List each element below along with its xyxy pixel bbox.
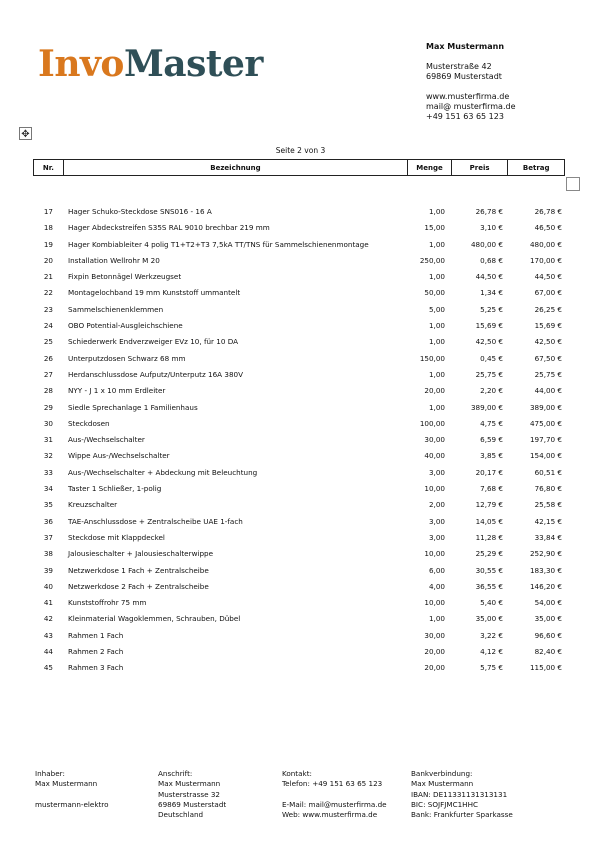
row-betrag: 44,00 € (534, 386, 562, 396)
header-menge: Menge (408, 160, 452, 175)
table-row (0, 546, 601, 562)
row-bezeichnung: Rahmen 1 Fach (68, 630, 124, 640)
row-betrag: 25,75 € (534, 369, 562, 379)
row-menge: 1,00 (428, 402, 445, 412)
row-nr: 35 (43, 500, 53, 510)
logo-part-invo: Invo (38, 43, 124, 85)
row-nr: 43 (43, 630, 53, 640)
row-preis: 5,40 € (480, 598, 503, 608)
row-betrag: 82,40 € (534, 647, 562, 657)
table-row (0, 416, 601, 432)
footer-anschrift (158, 769, 226, 820)
row-nr: 37 (43, 532, 53, 542)
table-row (0, 204, 601, 220)
row-menge: 5,00 (428, 304, 445, 314)
row-menge: 30,00 (424, 630, 445, 640)
table-row (0, 628, 601, 644)
row-bezeichnung: Rahmen 3 Fach (68, 663, 124, 673)
row-preis: 25,75 € (475, 369, 503, 379)
footer-kontakt-line: Web: www.musterfirma.de (282, 810, 378, 820)
sender-name: Max Mustermann (426, 42, 505, 51)
row-betrag: 197,70 € (529, 435, 562, 445)
row-betrag: 33,84 € (534, 532, 562, 542)
row-nr: 44 (43, 647, 53, 657)
row-menge: 1,00 (428, 614, 445, 624)
row-nr: 33 (43, 467, 53, 477)
row-menge: 4,00 (428, 581, 445, 591)
row-bezeichnung: Kleinmaterial Wagoklemmen, Schrauben, Dübel (68, 614, 241, 624)
table-row (0, 318, 601, 334)
row-menge: 3,00 (428, 532, 445, 542)
row-nr: 19 (43, 239, 53, 249)
footer-bank-label: Bankverbindung: (411, 769, 473, 778)
table-row (0, 367, 601, 383)
row-nr: 30 (43, 418, 53, 428)
row-bezeichnung: Jalousieschalter + Jalousieschalterwippe (68, 549, 213, 559)
row-betrag: 154,00 € (529, 451, 562, 461)
row-bezeichnung: Herdanschlussdose Aufputz/Unterputz 16A 380V (68, 369, 244, 379)
header-preis: Preis (452, 160, 509, 175)
row-nr: 22 (43, 288, 53, 298)
row-bezeichnung: Steckdosen (68, 418, 110, 428)
row-betrag: 54,00 € (534, 598, 562, 608)
table-row (0, 302, 601, 318)
row-menge: 3,00 (428, 467, 445, 477)
row-preis: 0,45 € (480, 353, 503, 363)
page-indicator: Seite 2 von 3 (275, 146, 326, 155)
row-nr: 28 (43, 386, 53, 396)
logo (38, 42, 263, 86)
row-bezeichnung: Fixpin Betonnägel Werkzeugset (68, 272, 182, 282)
row-menge: 1,00 (428, 369, 445, 379)
row-preis: 5,25 € (480, 304, 503, 314)
move-icon[interactable]: ✥ (19, 127, 32, 140)
table-body (0, 204, 601, 677)
row-betrag: 35,00 € (534, 614, 562, 624)
row-betrag: 115,00 € (529, 663, 562, 673)
row-preis: 25,29 € (475, 549, 503, 559)
footer-kontakt-line: Telefon: +49 151 63 65 123 (282, 779, 383, 789)
table-row (0, 660, 601, 676)
row-bezeichnung: TAE-Anschlussdose + Zentralscheibe UAE 1-fach (68, 516, 243, 526)
footer-bank-line: BIC: SOJFJMC1HHC (411, 799, 478, 809)
row-bezeichnung: Taster 1 Schließer, 1-polig (68, 484, 162, 494)
row-preis: 3,10 € (480, 223, 503, 233)
row-betrag: 480,00 € (529, 239, 562, 249)
row-menge: 15,00 (424, 223, 445, 233)
logo-part-master: Master (123, 43, 263, 85)
table-row (0, 644, 601, 660)
footer-inhaber-label: Inhaber: (35, 769, 65, 778)
row-betrag: 44,50 € (534, 272, 562, 282)
footer-kontakt-label: Kontakt: (282, 769, 312, 778)
table-row (0, 237, 601, 253)
row-menge: 1,00 (428, 337, 445, 347)
table-row (0, 334, 601, 350)
header-betrag: Betrag (522, 163, 550, 172)
checkbox-icon[interactable] (566, 177, 580, 191)
footer-anschrift-line: 69869 Musterstadt (158, 799, 227, 809)
row-bezeichnung: OBO Potential-Ausgleichschiene (68, 321, 183, 331)
footer-anschrift-label: Anschrift: (158, 769, 193, 778)
row-bezeichnung: Schiederwerk Endverzweiger EVz 10, für 10 DA (68, 337, 239, 347)
row-menge: 3,00 (428, 516, 445, 526)
row-menge: 100,00 (419, 418, 445, 428)
footer-inhaber (35, 769, 109, 810)
footer-anschrift-line: Max Mustermann (158, 779, 221, 789)
sender-web: www.musterfirma.de (426, 92, 510, 101)
row-preis: 42,50 € (475, 337, 503, 347)
row-nr: 17 (43, 207, 53, 216)
table-row (0, 579, 601, 595)
row-bezeichnung: Kunststoffrohr 75 mm (68, 598, 147, 608)
row-betrag: 26,78 € (534, 207, 562, 216)
row-bezeichnung: Siedle Sprechanlage 1 Familienhaus (68, 402, 198, 412)
row-nr: 25 (43, 337, 53, 347)
row-nr: 36 (43, 516, 53, 526)
footer-inhaber-line (35, 790, 109, 800)
row-betrag: 26,25 € (534, 304, 562, 314)
header-bezeichnung: Bezeichnung (64, 160, 408, 175)
row-bezeichnung: Hager Kombiableiter 4 polig T1+T2+T3 7,5kA TT/TNS für Sammelschienenmontage (68, 239, 369, 249)
row-preis: 26,78 € (475, 207, 503, 216)
row-bezeichnung: Netzwerkdose 1 Fach + Zentralscheibe (68, 565, 209, 575)
row-betrag: 183,30 € (529, 565, 562, 575)
row-preis: 1,34 € (480, 288, 503, 298)
row-betrag: 60,51 € (534, 467, 562, 477)
row-nr: 21 (43, 272, 53, 282)
table-row (0, 611, 601, 627)
row-preis: 3,22 € (480, 630, 503, 640)
row-bezeichnung: Steckdose mit Klappdeckel (68, 532, 165, 542)
footer-bank-line: IBAN: DE11331131313131 (411, 789, 508, 799)
row-betrag: 252,90 € (529, 549, 562, 559)
table-row (0, 351, 601, 367)
row-bezeichnung: NYY - J 1 x 10 mm Erdleiter (68, 386, 166, 396)
row-menge: 10,00 (424, 598, 445, 608)
row-bezeichnung: Wippe Aus-/Wechselschalter (68, 451, 170, 461)
row-nr: 31 (43, 435, 53, 445)
row-menge: 150,00 (419, 353, 445, 363)
row-bezeichnung: Aus-/Wechselschalter + Abdeckung mit Beleuchtung (68, 467, 258, 477)
row-nr: 23 (43, 304, 53, 314)
row-betrag: 46,50 € (534, 223, 562, 233)
row-preis: 11,28 € (475, 532, 503, 542)
table-row (0, 465, 601, 481)
row-betrag: 42,15 € (534, 516, 562, 526)
footer-bank-line: Max Mustermann (411, 779, 474, 789)
row-betrag: 389,00 € (529, 402, 562, 412)
row-betrag: 76,80 € (534, 484, 562, 494)
row-betrag: 67,00 € (534, 288, 562, 298)
table-row (0, 514, 601, 530)
row-betrag: 25,58 € (534, 500, 562, 510)
sender-block (426, 42, 516, 122)
row-preis: 35,00 € (475, 614, 503, 624)
footer-bank-line: Bank: Frankfurter Sparkasse (411, 810, 513, 820)
row-menge: 20,00 (424, 647, 445, 657)
row-betrag: 15,69 € (534, 321, 562, 331)
row-menge: 50,00 (424, 288, 445, 298)
sender-mail: mail@ musterfirma.de (426, 102, 516, 111)
row-betrag: 42,50 € (534, 337, 562, 347)
row-bezeichnung: Unterputzdosen Schwarz 68 mm (68, 353, 186, 363)
row-menge: 2,00 (428, 500, 445, 510)
row-nr: 45 (43, 663, 53, 673)
table-header (33, 159, 565, 176)
row-nr: 24 (43, 321, 53, 331)
row-preis: 4,75 € (480, 418, 503, 428)
row-nr: 34 (43, 484, 53, 494)
row-nr: 40 (43, 581, 53, 591)
row-bezeichnung: Hager Abdeckstreifen S35S RAL 9010 brechbar 219 mm (68, 223, 270, 233)
header-nr: Nr. (34, 160, 64, 175)
sender-phone: +49 151 63 65 123 (426, 112, 504, 121)
row-preis: 6,59 € (480, 435, 503, 445)
sender-spacer (426, 82, 516, 92)
footer-kontakt (282, 769, 387, 820)
footer-inhaber-line: Max Mustermann (35, 779, 98, 789)
row-nr: 39 (43, 565, 53, 575)
footer-kontakt-line: E-Mail: mail@musterfirma.de (282, 799, 387, 809)
footer-bank (411, 769, 513, 820)
row-preis: 3,85 € (480, 451, 503, 461)
row-preis: 30,55 € (475, 565, 503, 575)
row-menge: 1,00 (428, 207, 445, 216)
row-menge: 20,00 (424, 386, 445, 396)
row-preis: 5,75 € (480, 663, 503, 673)
table-row (0, 269, 601, 285)
row-menge: 10,00 (424, 484, 445, 494)
row-nr: 20 (43, 255, 53, 265)
row-nr: 29 (43, 402, 53, 412)
row-bezeichnung: Installation Wellrohr M 20 (68, 255, 160, 265)
table-row (0, 595, 601, 611)
row-menge: 20,00 (424, 663, 445, 673)
row-bezeichnung: Netzwerkdose 2 Fach + Zentralscheibe (68, 581, 209, 591)
row-nr: 41 (43, 598, 53, 608)
table-row (0, 497, 601, 513)
row-nr: 32 (43, 451, 53, 461)
row-betrag: 170,00 € (529, 255, 562, 265)
row-menge: 40,00 (424, 451, 445, 461)
row-bezeichnung: Hager Schuko-Steckdose SNS016 - 16 A (68, 207, 212, 216)
row-betrag: 96,60 € (534, 630, 562, 640)
row-bezeichnung: Rahmen 2 Fach (68, 647, 124, 657)
row-nr: 18 (43, 223, 53, 233)
row-preis: 15,69 € (475, 321, 503, 331)
table-row (0, 253, 601, 269)
footer-anschrift-line: Musterstrasse 32 (158, 789, 220, 799)
table-row (0, 400, 601, 416)
row-nr: 27 (43, 369, 53, 379)
row-preis: 389,00 € (470, 402, 503, 412)
table-row (0, 563, 601, 579)
row-preis: 44,50 € (475, 272, 503, 282)
row-preis: 20,17 € (475, 467, 503, 477)
row-preis: 0,68 € (480, 255, 503, 265)
footer-anschrift-line: Deutschland (158, 810, 204, 820)
table-row (0, 285, 601, 301)
table-row (0, 383, 601, 399)
sender-city: 69869 Musterstadt (426, 72, 502, 81)
row-preis: 4,12 € (480, 647, 503, 657)
row-betrag: 67,50 € (534, 353, 562, 363)
row-preis: 36,55 € (475, 581, 503, 591)
row-betrag: 475,00 € (529, 418, 562, 428)
row-menge: 6,00 (428, 565, 445, 575)
row-menge: 1,00 (428, 239, 445, 249)
table-row (0, 481, 601, 497)
row-bezeichnung: Montagelochband 19 mm Kunststoff ummantelt (68, 288, 241, 298)
row-menge: 1,00 (428, 321, 445, 331)
sender-street: Musterstraße 42 (426, 62, 492, 71)
row-menge: 250,00 (419, 255, 445, 265)
table-row (0, 220, 601, 236)
footer-inhaber-line: mustermann-elektro (35, 799, 109, 809)
table-row (0, 448, 601, 464)
row-preis: 12,79 € (475, 500, 503, 510)
footer-kontakt-line (282, 790, 387, 800)
row-preis: 14,05 € (475, 516, 503, 526)
row-menge: 30,00 (424, 435, 445, 445)
table-row (0, 432, 601, 448)
row-menge: 10,00 (424, 549, 445, 559)
row-menge: 1,00 (428, 272, 445, 282)
row-bezeichnung: Kreuzschalter (68, 500, 118, 510)
row-bezeichnung: Sammelschienenklemmen (68, 304, 164, 314)
row-nr: 38 (43, 549, 53, 559)
table-row (0, 530, 601, 546)
row-bezeichnung: Aus-/Wechselschalter (68, 435, 145, 445)
row-preis: 480,00 € (470, 239, 503, 249)
row-preis: 7,68 € (480, 484, 503, 494)
row-nr: 26 (43, 353, 53, 363)
row-betrag: 146,20 € (529, 581, 562, 591)
row-nr: 42 (43, 614, 53, 624)
row-preis: 2,20 € (480, 386, 503, 396)
